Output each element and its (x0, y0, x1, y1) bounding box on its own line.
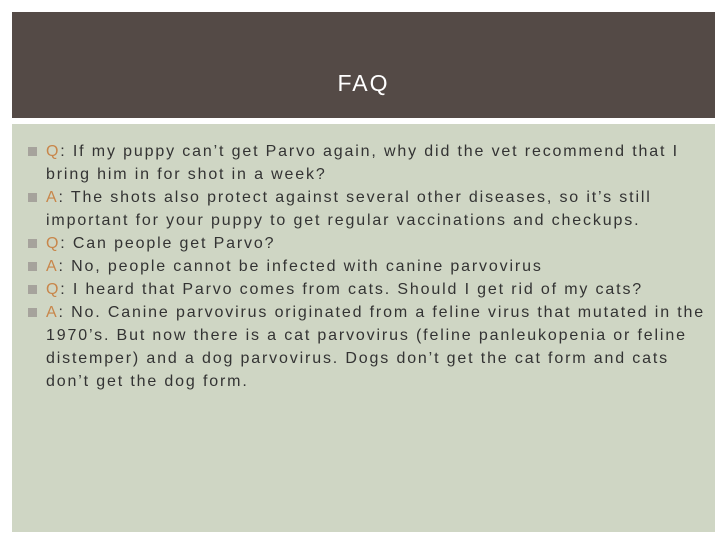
question-prefix: Q (46, 281, 61, 298)
answer-text: : No. Canine parvovirus originated from a feline virus that mutated in the 1970’s. But now there is a cat parvovirus (feline panleukopenia or feline distemper) and a dog parvovirus. Dogs don’t get the cat form and cats don’t get the dog form. (46, 304, 706, 390)
bullet-icon (28, 147, 37, 156)
question-text: : If my puppy can’t get Parvo again, why did the vet recommend that I bring him in for shot in a week? (46, 143, 679, 183)
bullet-icon (28, 308, 37, 317)
question-text: : I heard that Parvo comes from cats. Should I get rid of my cats? (60, 281, 644, 298)
slide-title: FAQ (337, 70, 390, 96)
faq-answer (28, 186, 708, 232)
title-divider (12, 120, 715, 122)
question-prefix: Q (46, 143, 61, 160)
faq-list (28, 140, 708, 393)
bullet-icon (28, 239, 37, 248)
bullet-icon (28, 285, 37, 294)
question-prefix: Q (46, 235, 61, 252)
question-text: : Can people get Parvo? (60, 235, 276, 252)
faq-question (28, 140, 708, 186)
answer-text: : No, people cannot be infected with canine parvovirus (58, 258, 543, 275)
answer-text: : The shots also protect against several other diseases, so it’s still important for your puppy to get regular vaccinations and checkups. (46, 189, 652, 229)
faq-question (28, 278, 708, 301)
faq-answer (28, 301, 708, 393)
title-bar (12, 12, 715, 118)
answer-prefix: A (46, 304, 59, 321)
answer-prefix: A (46, 258, 59, 275)
faq-answer (28, 255, 708, 278)
bullet-icon (28, 262, 37, 271)
faq-question (28, 232, 708, 255)
bullet-icon (28, 193, 37, 202)
answer-prefix: A (46, 189, 59, 206)
